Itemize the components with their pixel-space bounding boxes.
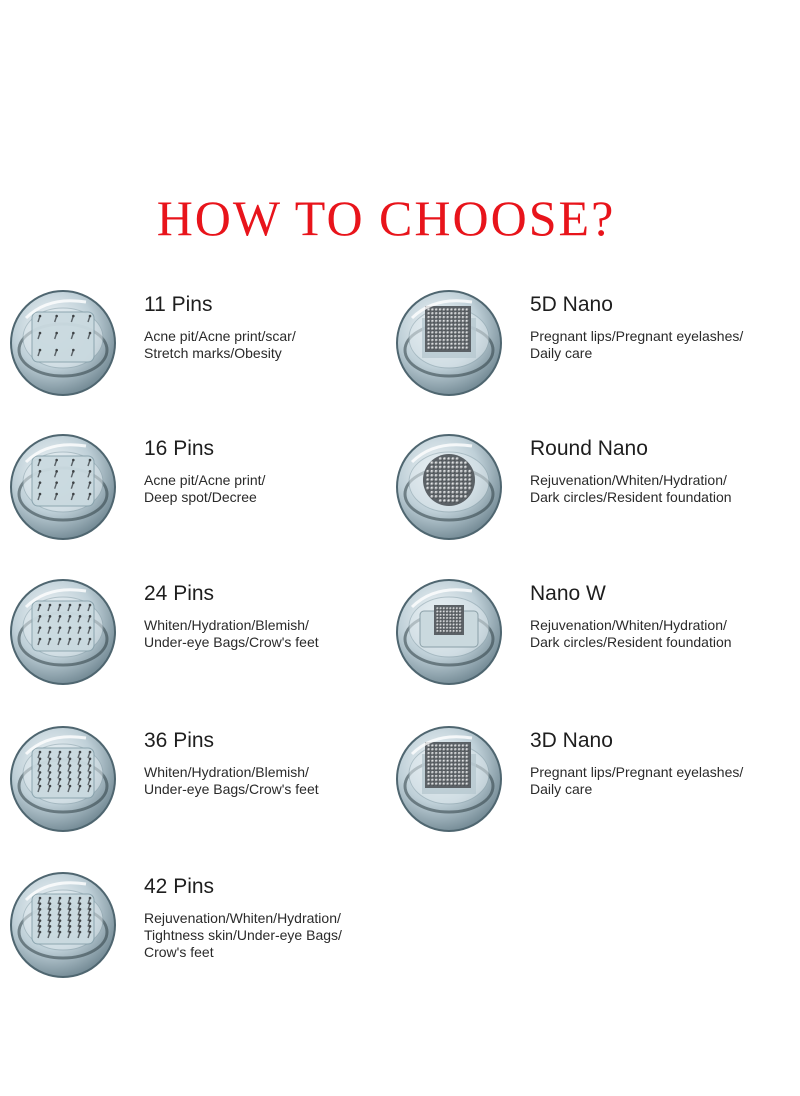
option-description bbox=[144, 617, 319, 651]
option-title: 24 Pins bbox=[144, 582, 215, 605]
description-line: Whiten/Hydration/Blemish/ bbox=[144, 617, 309, 633]
description-line: Pregnant lips/Pregnant eyelashes/ bbox=[530, 764, 744, 780]
3d-nano-cartridge-icon bbox=[394, 724, 504, 834]
option-description bbox=[144, 764, 319, 798]
description-line: Acne pit/Acne print/scar/ bbox=[144, 328, 296, 344]
description-line: Daily care bbox=[530, 781, 593, 797]
description-line: Pregnant lips/Pregnant eyelashes/ bbox=[530, 328, 744, 344]
description-line: Rejuvenation/Whiten/Hydration/ bbox=[530, 472, 727, 488]
16-pins-cartridge-icon bbox=[8, 432, 118, 542]
page-title: HOW TO CHOOSE? bbox=[156, 190, 616, 246]
option-description bbox=[530, 617, 732, 651]
option-description bbox=[530, 328, 743, 362]
description-line: Acne pit/Acne print/ bbox=[144, 472, 266, 488]
description-line: Under-eye Bags/Crow's feet bbox=[144, 781, 319, 797]
description-line: Dark circles/Resident foundation bbox=[530, 489, 732, 505]
option-title: 36 Pins bbox=[144, 729, 215, 752]
description-line: Stretch marks/Obesity bbox=[144, 345, 282, 361]
option-description bbox=[144, 472, 265, 506]
cartridge-option-5d-nano bbox=[394, 288, 794, 418]
24-pins-cartridge-icon bbox=[8, 577, 118, 687]
cartridge-option-36-pins bbox=[8, 724, 408, 854]
description-line: Tightness skin/Under-eye Bags/ bbox=[144, 927, 342, 943]
cartridge-option-3d-nano bbox=[394, 724, 794, 854]
cartridge-option-nano-w bbox=[394, 577, 794, 707]
description-line: Under-eye Bags/Crow's feet bbox=[144, 634, 319, 650]
42-pins-cartridge-icon bbox=[8, 870, 118, 980]
option-title: 3D Nano bbox=[530, 729, 613, 752]
description-line: Rejuvenation/Whiten/Hydration/ bbox=[144, 910, 341, 926]
36-pins-cartridge-icon bbox=[8, 724, 118, 834]
round-nano-cartridge-icon bbox=[394, 432, 504, 542]
description-line: Deep spot/Decree bbox=[144, 489, 257, 505]
option-description bbox=[144, 328, 296, 362]
option-description bbox=[530, 472, 732, 506]
description-line: Crow's feet bbox=[144, 944, 214, 960]
cartridge-option-11-pins bbox=[8, 288, 408, 418]
description-line: Daily care bbox=[530, 345, 593, 361]
cartridge-option-24-pins bbox=[8, 577, 408, 707]
11-pins-cartridge-icon bbox=[8, 288, 118, 398]
description-line: Dark circles/Resident foundation bbox=[530, 634, 732, 650]
option-title: Nano W bbox=[530, 582, 606, 605]
5d-nano-cartridge-icon bbox=[394, 288, 504, 398]
option-title: 16 Pins bbox=[144, 437, 215, 460]
cartridge-option-round-nano bbox=[394, 432, 794, 562]
cartridge-option-16-pins bbox=[8, 432, 408, 562]
cartridge-option-42-pins bbox=[8, 870, 408, 1000]
option-title: 11 Pins bbox=[144, 293, 213, 316]
option-description bbox=[530, 764, 743, 798]
description-line: Rejuvenation/Whiten/Hydration/ bbox=[530, 617, 727, 633]
option-description bbox=[144, 910, 342, 961]
nano-w-cartridge-icon bbox=[394, 577, 504, 687]
description-line: Whiten/Hydration/Blemish/ bbox=[144, 764, 309, 780]
option-title: 5D Nano bbox=[530, 293, 613, 316]
option-title: Round Nano bbox=[530, 437, 648, 460]
option-title: 42 Pins bbox=[144, 875, 215, 898]
